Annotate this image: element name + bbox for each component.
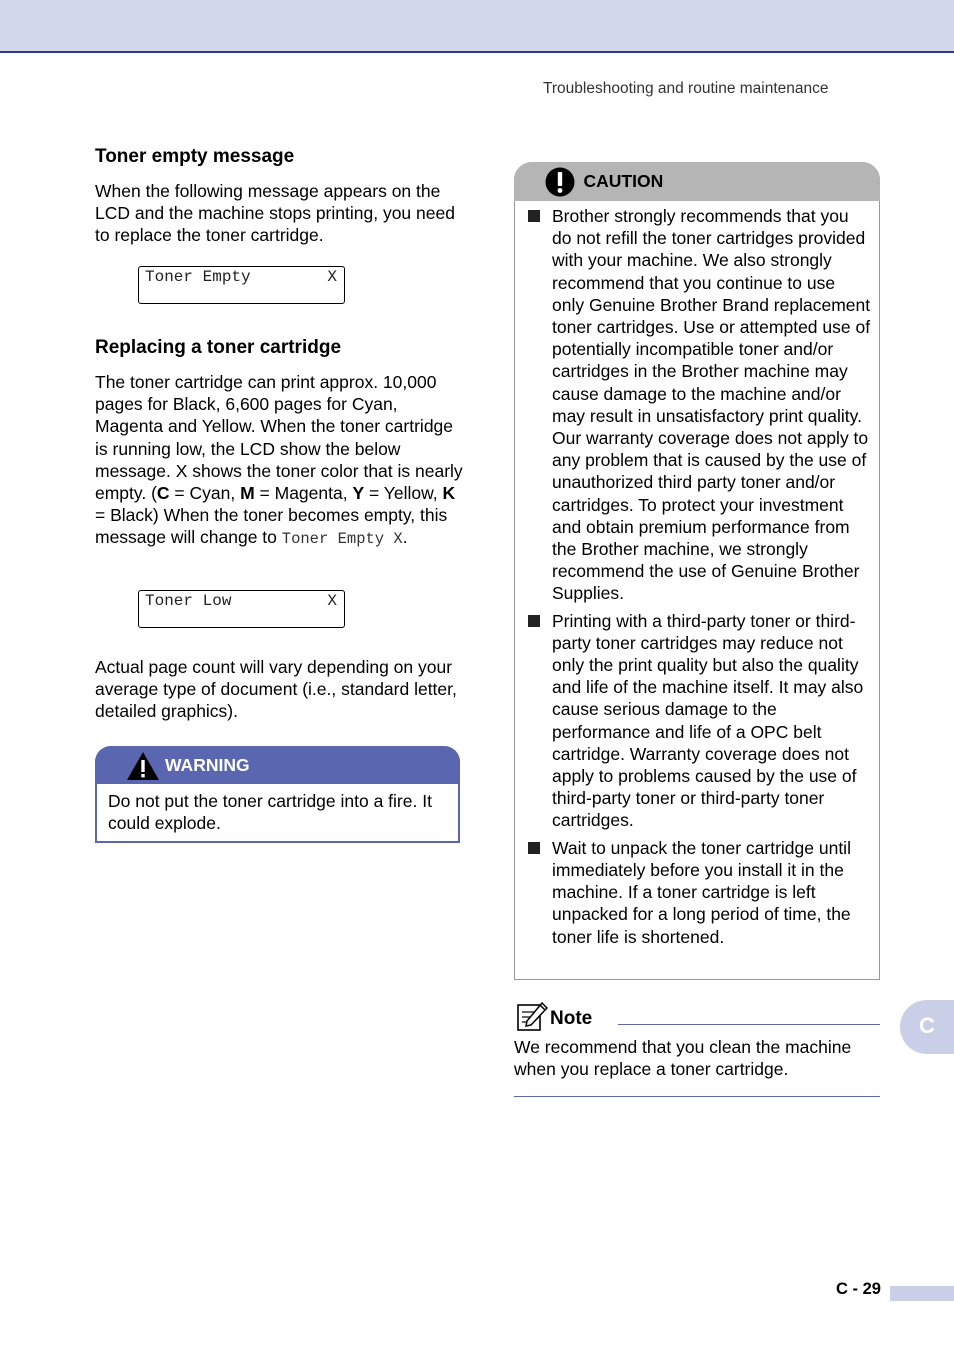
key-k-text: = Black) When the toner becomes empty, this message will change to (95, 505, 448, 548)
caution-item (527, 205, 872, 605)
lcd-display-toner-low (138, 590, 345, 628)
key-c-text: = Cyan, (169, 483, 241, 504)
running-title: Troubleshooting and routine maintenance (543, 80, 829, 97)
square-bullet-icon (528, 615, 540, 627)
exclamation-circle-icon (545, 167, 575, 197)
warning-box (95, 746, 460, 843)
lcd-display-toner-empty (138, 266, 345, 304)
key-y: Y (352, 483, 365, 504)
key-m: M (240, 483, 255, 504)
warning-header (95, 746, 460, 784)
note-divider (618, 1024, 880, 1025)
lcd-text: Toner Low (145, 592, 232, 610)
replacing-heading: Replacing a toner cartridge (95, 337, 342, 358)
caution-item (527, 610, 872, 832)
note-text: We recommend that you clean the machine when you replace a toner cartridge. (514, 1037, 852, 1080)
chapter-tab-letter: C (919, 1013, 935, 1038)
toner-empty-heading: Toner empty message (95, 146, 295, 167)
key-k: K (442, 483, 456, 504)
toner-empty-body: When the following message appears on the LCD and the machine stops printing, you need to replace the toner cartridge. (95, 181, 455, 246)
key-y-text: = Yellow, (364, 483, 443, 504)
warning-triangle-icon (125, 750, 161, 782)
caution-item-text: Brother strongly recommends that you do not refill the toner cartridges provided with your machine. We also strongly recommend that you continue to use only Genuine Brother Brand replacement toner cartridges. Use or attempted use of potentially incompatible toner and/or cartridges in the Brother machine may cause damage to the machine and/or may result in unsatisfactory print quality. Our warranty coverage does not apply to any problem that is caused by the use of unauthorized third party toner and/or cartridges. To protect your investment and obtain premium performance from the Brother machine, we strongly recommend the use of Genuine Brother Supplies. (552, 206, 871, 604)
body-end: . (402, 527, 408, 548)
caution-item (527, 837, 872, 948)
caution-header (514, 162, 880, 201)
key-c: C (156, 483, 170, 504)
lcd-suffix: X (327, 592, 337, 610)
page-number: C - 29 (836, 1280, 881, 1298)
caution-title: CAUTION (583, 170, 664, 191)
note-title: Note (550, 1008, 593, 1029)
warning-title: WARNING (165, 755, 250, 775)
caution-list (527, 205, 872, 953)
inline-lcd-text: Toner Empty X (281, 530, 403, 549)
caution-box (514, 162, 880, 980)
note-box (514, 1002, 880, 1100)
top-header-band (0, 0, 954, 53)
page-count-note: Actual page count will vary depending on your average type of document (i.e., standard letter, detailed graphics). (95, 657, 457, 722)
lcd-text: Toner Empty (145, 268, 251, 286)
caution-item-text: Wait to unpack the toner cartridge until immediately before you install it in the machine. If a toner cartridge is left unpacked for a long period of time, the toner life is shortened. (552, 837, 851, 947)
lcd-suffix: X (327, 268, 337, 286)
note-pencil-icon (516, 1002, 548, 1032)
note-bottom-divider (514, 1096, 880, 1097)
warning-text: Do not put the toner cartridge into a fire. It could explode. (108, 791, 432, 834)
key-m-text: = Magenta, (254, 483, 353, 504)
square-bullet-icon (528, 210, 540, 222)
square-bullet-icon (528, 842, 540, 854)
body-text: The toner cartridge can print approx. 10,000 pages for Black, 6,600 pages for Cyan, Magenta and Yellow. When the toner cartridge is running low, the LCD show the below message. X shows the toner color that is nearly empty. ( (95, 372, 463, 504)
caution-item-text: Printing with a third-party toner or third-party toner cartridges may reduce not only the print quality but also the quality and life of the machine itself. It may also cause serious damage to the performance and life of a OPC belt cartridge. Warranty coverage does not apply to problems caused by the use of third-party toner or third-party toner cartridges. (552, 610, 864, 831)
chapter-tab (900, 1000, 954, 1054)
replacing-body (95, 371, 465, 551)
page-number-bar (890, 1286, 954, 1301)
